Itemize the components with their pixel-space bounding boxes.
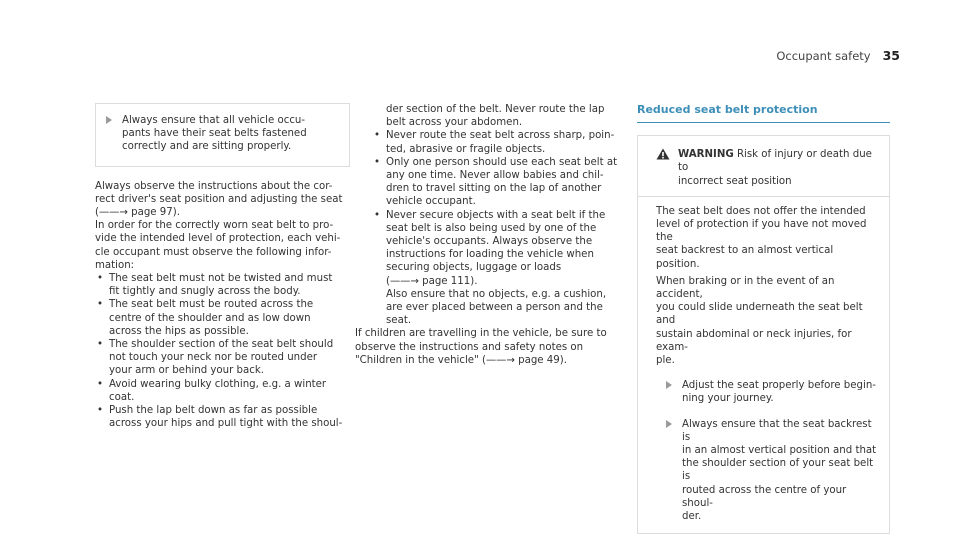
column-middle	[355, 103, 620, 367]
page-number: 35	[882, 48, 900, 63]
text-line: sustain abdominal or neck injuries, for exam-	[656, 328, 852, 353]
page-reference-link[interactable]: "Children in the vehicle" (——→ page 49).	[355, 354, 567, 366]
instruction-step	[656, 418, 877, 524]
text-line: any one time. Never allow babies and chil-	[386, 170, 604, 182]
instruction-step	[656, 379, 877, 405]
paragraph-protection	[95, 219, 350, 272]
warning-body	[638, 197, 889, 533]
text-line: not touch your neck nor be routed under	[109, 352, 318, 364]
text-line: In order for the correctly worn seat belt to pro-	[95, 220, 334, 232]
play-triangle-icon	[106, 116, 112, 124]
list-item	[372, 129, 620, 155]
play-triangle-icon	[666, 381, 672, 389]
text-line: the shoulder section of your seat belt is	[682, 458, 874, 483]
note-text	[122, 114, 307, 154]
bullet-list-belt-rules-continued	[355, 129, 620, 327]
section-header-title: Occupant safety	[776, 49, 871, 63]
text-line: • Avoid wearing bulky clothing, e.g. a winter	[109, 378, 327, 390]
note-line: pants have their seat belts fastened	[122, 128, 307, 140]
text-line: centre of the shoulder and as low down	[109, 312, 311, 324]
list-item	[95, 298, 350, 338]
list-item	[95, 404, 350, 430]
text-line: seat backrest to an almost vertical position.	[656, 245, 834, 270]
text-line: Always observe the instructions about the cor-	[95, 180, 333, 192]
page-reference-link[interactable]: (——→ page 111).	[386, 275, 478, 287]
note-box	[95, 103, 350, 167]
text-line: vehicle occupant.	[386, 196, 476, 208]
text-line: instructions for loading the vehicle when	[386, 249, 594, 261]
column-right	[637, 103, 890, 534]
column-left	[95, 103, 350, 430]
text-line: Adjust the seat properly before begin-	[682, 380, 876, 392]
text-line: • The shoulder section of the seat belt should	[109, 339, 334, 351]
text-line: across the hips as possible.	[109, 325, 249, 337]
text-line: vehicle's occupants. Always observe the	[386, 236, 593, 248]
warning-label: WARNING	[678, 149, 734, 161]
play-triangle-icon	[666, 420, 672, 428]
text-line: When braking or in the event of an accident,	[656, 275, 835, 301]
warning-paragraph	[656, 205, 877, 271]
list-item	[95, 272, 350, 298]
warning-paragraph	[656, 275, 877, 367]
text-line: observe the instructions and safety notes on	[355, 341, 584, 353]
bullet-list-belt-rules	[95, 272, 350, 430]
text-line: ple.	[656, 355, 675, 367]
list-item	[372, 209, 620, 328]
text-line: cle occupant must observe the following infor-	[95, 246, 332, 258]
text-line: ted, abrasive or fragile objects.	[386, 143, 546, 155]
text-line: • Never secure objects with a seat belt if the	[386, 209, 606, 221]
text-line: fit tightly and snugly across the body.	[109, 286, 301, 298]
warning-header	[638, 136, 889, 196]
text-line: If children are travelling in the vehicle, be sure to	[355, 328, 607, 340]
text-line: coat.	[109, 391, 135, 403]
text-line: • The seat belt must not be twisted and must	[109, 273, 333, 285]
page-reference-link[interactable]: (——→ page 97).	[95, 207, 180, 219]
section-title-rule	[637, 122, 890, 123]
text-line: dren to travel sitting on the lap of another	[386, 183, 602, 195]
warning-heading-line2: incorrect seat position	[678, 175, 792, 187]
list-item	[95, 338, 350, 378]
text-line: vide the intended level of protection, each vehi-	[95, 233, 341, 245]
text-line: you could slide underneath the seat belt and	[656, 302, 863, 327]
list-item	[95, 378, 350, 404]
paragraph-children	[355, 327, 620, 367]
text-line: • Never route the seat belt across sharp, poin-	[386, 130, 615, 142]
list-item	[372, 156, 620, 209]
text-line: belt across your abdomen.	[386, 117, 523, 129]
text-line: • Push the lap belt down as far as possible	[109, 405, 318, 417]
note-line: Always ensure that all vehicle occu-	[122, 115, 306, 126]
text-line: rect driver's seat position and adjusting the seat	[95, 193, 343, 205]
note-row	[106, 114, 339, 154]
text-line: your arm or behind your back.	[109, 365, 264, 377]
warning-heading-rest: Risk of injury or death due to	[678, 149, 872, 174]
text-line: in an almost vertical position and that	[682, 445, 877, 457]
warning-triangle-icon	[656, 148, 670, 160]
text-line: mation:	[95, 259, 135, 271]
continued-text	[355, 103, 620, 129]
note-line: correctly and are sitting properly.	[122, 141, 292, 153]
text-line: ning your journey.	[682, 393, 774, 405]
text-line: across your hips and pull tight with the shoul-	[109, 418, 343, 430]
text-line: der.	[682, 511, 702, 523]
section-title: Reduced seat belt protection	[637, 103, 818, 116]
warning-heading-text	[678, 148, 877, 188]
paragraph-seat-position	[95, 180, 350, 220]
text-line: seat belt is also being used by one of the	[386, 222, 597, 234]
text-line: securing objects, luggage or loads	[386, 262, 562, 274]
text-line: Also ensure that no objects, e.g. a cushion,	[386, 288, 607, 300]
text-line: • Only one person should use each seat belt at	[386, 156, 618, 168]
text-line: level of protection if you have not moved the	[656, 219, 867, 244]
text-line: The seat belt does not offer the intended	[656, 205, 866, 217]
page-header	[776, 48, 900, 63]
warning-box	[637, 135, 890, 534]
text-line: der section of the belt. Never route the lap	[386, 104, 605, 115]
text-line: • The seat belt must be routed across the	[109, 299, 314, 311]
text-line: are ever placed between a person and the	[386, 302, 603, 314]
text-line: routed across the centre of your shoul-	[682, 484, 847, 509]
text-line: seat.	[386, 315, 412, 327]
text-line: Always ensure that the seat backrest is	[682, 418, 872, 443]
